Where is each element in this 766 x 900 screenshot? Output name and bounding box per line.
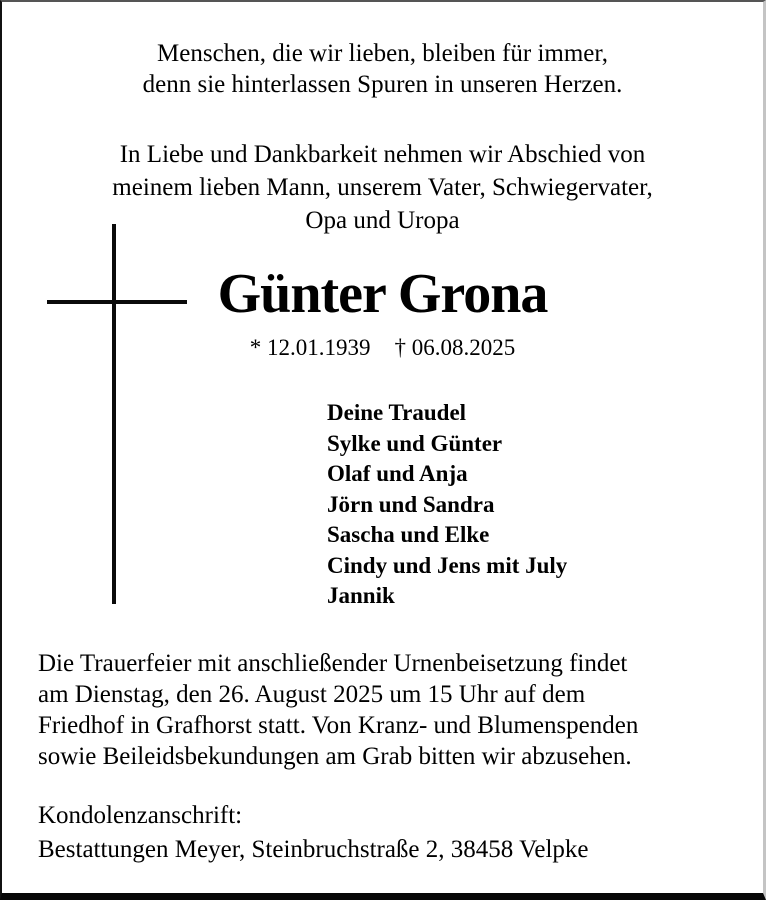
deceased-name: Günter Grona [217, 263, 548, 325]
life-dates [2, 334, 763, 362]
funeral-line: am Dienstag, den 26. August 2025 um 15 Uhr auf dem [38, 681, 586, 708]
mourner-line: Deine Traudel [327, 400, 467, 425]
mourners-list [327, 398, 567, 612]
mourner-line: Olaf und Anja [327, 461, 468, 486]
mourner-line: Cindy und Jens mit July [327, 552, 568, 578]
condolence-address: Bestattungen Meyer, Steinbruchstraße 2, 38458 Velpke [38, 836, 589, 863]
funeral-line: sowie Beileidsbekundungen am Grab bitten wir abzusehen. [38, 743, 632, 770]
intro-line: Opa und Uropa [305, 207, 460, 234]
death-date: † 06.08.2025 [394, 335, 516, 360]
funeral-details [38, 648, 638, 772]
intro-line: meinem lieben Mann, unserem Vater, Schwiegervater, [112, 174, 653, 201]
mourner-line: Sylke und Günter [327, 430, 503, 456]
mourner-line: Sascha und Elke [327, 522, 490, 547]
quote-line: denn sie hinterlassen Spuren in unseren Herzen. [142, 71, 623, 98]
funeral-line: Friedhof in Grafhorst statt. Von Kranz- und Blumenspenden [38, 712, 639, 739]
intro-line: In Liebe und Dankbarkeit nehmen wir Abschied von [119, 141, 646, 168]
funeral-line: Die Trauerfeier mit anschließender Urnenbeisetzung findet [38, 650, 628, 677]
condolence-label: Kondolenzanschrift: [38, 802, 243, 829]
mourner-line: Jörn und Sandra [327, 491, 495, 517]
farewell-intro [2, 138, 763, 237]
mourner-line: Jannik [327, 583, 395, 608]
condolence-address-block [38, 799, 589, 867]
birth-date: * 12.01.1939 [249, 335, 371, 360]
quote-line: Menschen, die wir lieben, bleiben für immer, [157, 40, 608, 67]
memorial-quote [2, 38, 763, 100]
